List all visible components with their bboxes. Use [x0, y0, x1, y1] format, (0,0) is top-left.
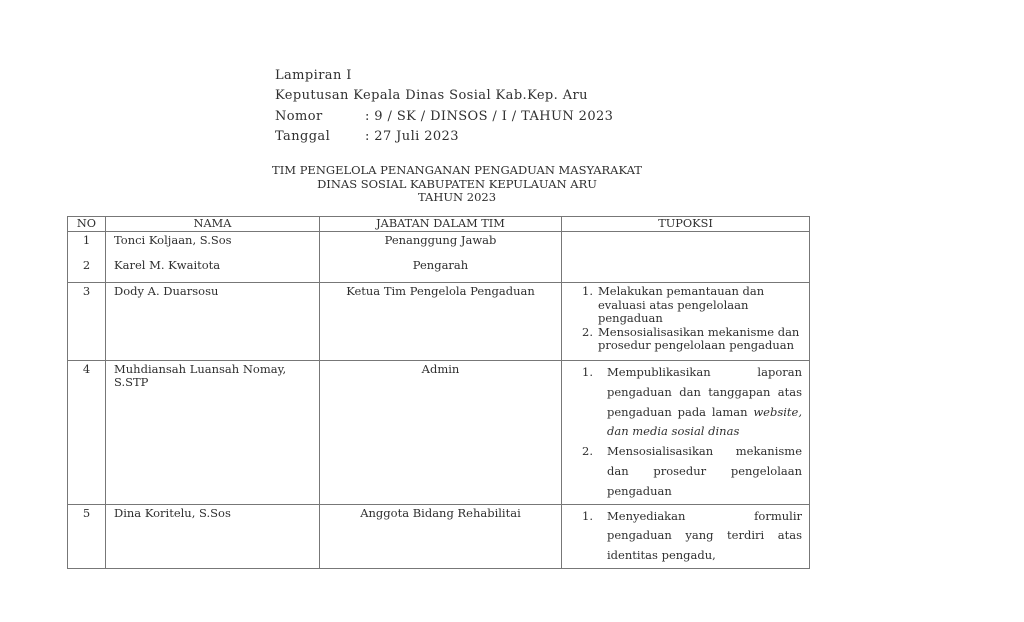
row-2-jabatan: Pengarah [412, 258, 469, 272]
item-text-regular: Mempublikasikan laporan pengaduan dan tanggapan atas pengaduan pada laman [607, 365, 802, 419]
row-1-jabatan: Penanggung Jawab [384, 233, 497, 247]
document-title [105, 164, 809, 205]
item-text: Mensosialisasikan mekanisme dan prosedur pengelolaan pengaduan [607, 444, 802, 498]
cell-jabatan-1-2 [320, 232, 562, 283]
row-4-no: 4 [68, 361, 106, 505]
cell-tupoksi-1-2-empty [562, 232, 810, 283]
nomor-line [275, 107, 613, 127]
item-number: 1. [582, 508, 593, 523]
nomor-value: : 9 / SK / DINSOS / I / TAHUN 2023 [365, 108, 614, 124]
tanggal-value: : 27 Juli 2023 [365, 128, 459, 144]
row-5-no: 5 [68, 504, 106, 568]
lampiran-line: Lampiran I [275, 68, 352, 83]
table-header-row [68, 217, 810, 232]
col-header-tupoksi: TUPOKSI [562, 217, 810, 232]
table-row-5 [68, 504, 810, 568]
item-text [607, 363, 802, 442]
item-number: 2. [582, 324, 593, 339]
row-4-nama: Muhdiansah Luansah Nomay, S.STP [106, 361, 320, 505]
col-header-jabatan: JABATAN DALAM TIM [320, 217, 562, 232]
title-line-1: TIM PENGELOLA PENANGANAN PENGADUAN MASYARAKAT [272, 163, 642, 177]
item-text: Melakukan pemantauan dan evaluasi atas pengelolaan pengaduan [598, 284, 765, 325]
table-row-4 [68, 361, 810, 505]
tupoksi-item-1 [582, 507, 802, 566]
row-5-nama: Dina Koritelu, S.Sos [106, 504, 320, 568]
title-line-3: TAHUN 2023 [417, 190, 497, 204]
item-number: 1. [582, 365, 593, 379]
keputusan-line: Keputusan Kepala Dinas Sosial Kab.Kep. Aru [275, 88, 588, 104]
row-1-no: 1 [82, 233, 91, 247]
item-text: Menyediakan formulir pengaduan yang terdiri atas identitas pengadu, [607, 508, 802, 563]
cell-nama-1-2 [106, 232, 320, 283]
row-1-nama: Tonci Koljaan, S.Sos [114, 233, 232, 247]
col-header-nama: NAMA [106, 217, 320, 232]
row-2-no: 2 [82, 258, 91, 272]
title-line-2: DINAS SOSIAL KABUPATEN KEPULAUAN ARU [317, 176, 597, 191]
row-3-no: 3 [68, 283, 106, 361]
document-header [275, 66, 613, 147]
table-row-1-2 [68, 232, 810, 283]
tanggal-line [275, 127, 613, 147]
row-3-nama: Dody A. Duarsosu [106, 283, 320, 361]
row-5-tupoksi [562, 504, 810, 568]
cell-no-1-2 [68, 232, 106, 283]
row-5-jabatan: Anggota Bidang Rehabilitai [320, 504, 562, 568]
team-table [67, 216, 810, 569]
col-header-no: NO [68, 217, 106, 232]
item-number: 2. [582, 444, 593, 459]
tupoksi-item-1 [582, 363, 802, 442]
item-number: 1. [582, 284, 593, 298]
nomor-label: Nomor [275, 108, 323, 124]
tupoksi-item-2 [582, 326, 802, 353]
item-text: Mensosialisasikan mekanisme dan prosedur pengelolaan pengaduan [598, 324, 800, 352]
item-text-italic: website, dan media sosial dinas [607, 404, 802, 439]
tanggal-label: Tanggal [275, 128, 331, 144]
row-3-jabatan: Ketua Tim Pengelola Pengaduan [320, 283, 562, 361]
row-4-tupoksi [562, 361, 810, 505]
row-4-jabatan: Admin [320, 361, 562, 505]
tupoksi-item-1 [582, 285, 802, 326]
row-3-tupoksi [562, 283, 810, 361]
table-row-3 [68, 283, 810, 361]
tupoksi-item-2 [582, 442, 802, 501]
row-2-nama: Karel M. Kwaitota [114, 258, 221, 272]
